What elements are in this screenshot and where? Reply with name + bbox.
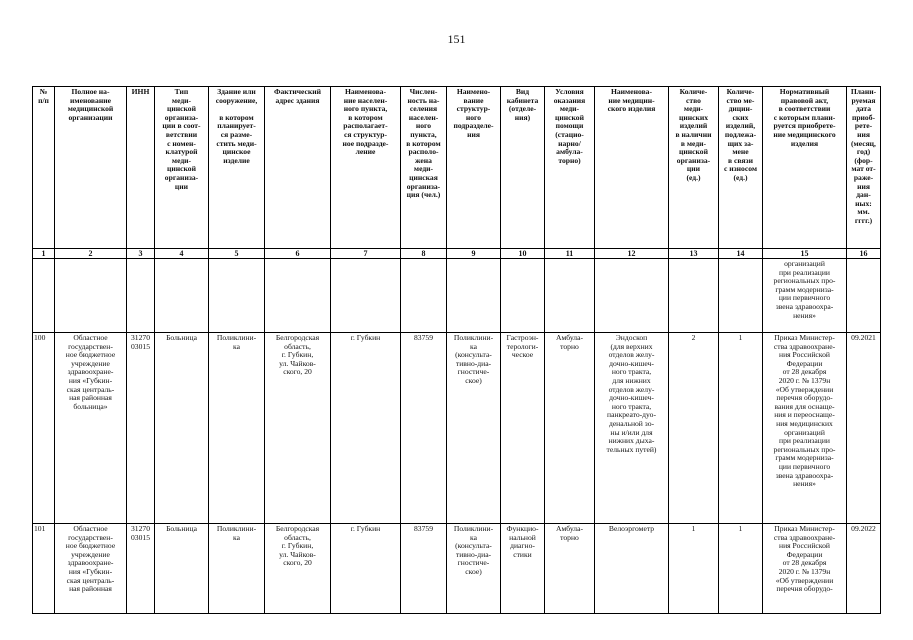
table-cell xyxy=(719,259,763,333)
column-number: 10 xyxy=(501,249,545,259)
column-number: 8 xyxy=(401,249,447,259)
column-number: 1 xyxy=(33,249,55,259)
column-number: 12 xyxy=(595,249,669,259)
header-cell: Вид кабинета (отделе- ния) xyxy=(501,87,545,249)
planned-date-cell: 09.2021 xyxy=(847,333,881,524)
device-cell: Эндоскоп (для верхних отделов желу- дочно-кишеч- ного тракта, для нижних отделов желу- дочно-кишеч- ного тракта, панкреато-дуо- денальной зо- ны и/или для нижних дыха- тельных путей) xyxy=(595,333,669,524)
header-cell: Здание или сооружение, в котором планирует- ся разме- стить меди- цинское изделие xyxy=(209,87,265,249)
page-number: 151 xyxy=(447,32,466,46)
table-cell xyxy=(669,259,719,333)
header-cell: Наименова- ние медицин- ского изделия xyxy=(595,87,669,249)
header-cell: Наименова- ние населен- ного пункта, в котором располагает- ся структур- ное подразде- ление xyxy=(331,87,401,249)
table-cell xyxy=(501,259,545,333)
legal-act-cell: Приказ Министер- ства здравоохране- ния Российской Федерации от 28 декабря 2020 г. № 1379н «Об утверждении перечня оборудо- xyxy=(763,524,847,614)
table-cell xyxy=(55,259,127,333)
org-type-cell: Больница xyxy=(155,333,209,524)
table-cell xyxy=(401,259,447,333)
settlement-cell: г. Губкин xyxy=(331,333,401,524)
column-number: 13 xyxy=(669,249,719,259)
row-number-cell: 100 xyxy=(33,333,55,524)
equipment-table xyxy=(32,86,881,614)
quantity-have-cell: 2 xyxy=(669,333,719,524)
unit-cell: Поликлини- ка (консульта- тивно-диа- гностиче- ское) xyxy=(447,524,501,614)
column-number: 11 xyxy=(545,249,595,259)
unit-cell: Поликлини- ка (консульта- тивно-диа- гностиче- ское) xyxy=(447,333,501,524)
conditions-cell: Амбула- торно xyxy=(545,524,595,614)
header-cell: Количе- ство ме- дицин- ских изделий, подлежа- щих за- мене в связи с износом (ед.) xyxy=(719,87,763,249)
header-cell: Наимено- вание структур- ного подразделе- ния xyxy=(447,87,501,249)
header-cell: Полное на- именование медицинской организации xyxy=(55,87,127,249)
cabinet-cell: Гастроэн- терологи- ческое xyxy=(501,333,545,524)
column-number-row xyxy=(33,249,881,259)
header-row xyxy=(33,87,881,249)
header-cell: Условия оказания меди- цинской помощи (стацио- нарно/ амбула- торно) xyxy=(545,87,595,249)
conditions-cell: Амбула- торно xyxy=(545,333,595,524)
device-cell: Велоэргометр xyxy=(595,524,669,614)
column-number: 3 xyxy=(127,249,155,259)
cabinet-cell: Функцио- нальной диагно- стики xyxy=(501,524,545,614)
table-cell xyxy=(33,259,55,333)
table-cell xyxy=(127,259,155,333)
inn-cell: 31270 03015 xyxy=(127,524,155,614)
table-cell xyxy=(331,259,401,333)
quantity-replace-cell: 1 xyxy=(719,333,763,524)
inn-cell: 31270 03015 xyxy=(127,333,155,524)
column-number: 4 xyxy=(155,249,209,259)
column-number: 14 xyxy=(719,249,763,259)
table-cell xyxy=(209,259,265,333)
column-number: 16 xyxy=(847,249,881,259)
header-cell: № п/п xyxy=(33,87,55,249)
table-cell xyxy=(595,259,669,333)
building-cell: Поликлини- ка xyxy=(209,333,265,524)
quantity-have-cell: 1 xyxy=(669,524,719,614)
column-number: 6 xyxy=(265,249,331,259)
continuation-act-cell: организаций при реализации региональных про- грамм модерниза- ции первичного звена здравоохра- нения» xyxy=(763,259,847,333)
population-cell: 83759 xyxy=(401,333,447,524)
header-cell: Плани- руемая дата приоб- рете- ния (месяц, год) (фор- мат от- раже- ния дан- ных: мм. гггг.) xyxy=(847,87,881,249)
header-cell: Нормативный правовой акт, в соответствии с которым плани- руется приобрете- ние медицинского изделия xyxy=(763,87,847,249)
header-cell: Числен- ность на- селения населен- ного пункта, в котором располо- жена меди- цинская организа- ция (чел.) xyxy=(401,87,447,249)
building-cell: Поликлини- ка xyxy=(209,524,265,614)
population-cell: 83759 xyxy=(401,524,447,614)
address-cell: Белгородская область, г. Губкин, ул. Чайков- ского, 20 xyxy=(265,524,331,614)
table-cell xyxy=(155,259,209,333)
table-cell xyxy=(847,259,881,333)
header-cell: Тип меди- цинской организа- ции в соот- ветствии с номен- клатурой меди- цинской организа- ции xyxy=(155,87,209,249)
legal-act-cell: Приказ Министер- ства здравоохране- ния Российской Федерации от 28 декабря 2020 г. № 1379н «Об утверждении перечня оборудо- вания для оснаще- ния и переоснаще- ния медицинских организаций при реализации региональных про- грамм модерниза- ции первичного звена здравоохра- нения» xyxy=(763,333,847,524)
planned-date-cell: 09.2022 xyxy=(847,524,881,614)
header-cell: ИНН xyxy=(127,87,155,249)
table-cell xyxy=(545,259,595,333)
quantity-replace-cell: 1 xyxy=(719,524,763,614)
column-number: 7 xyxy=(331,249,401,259)
org-type-cell: Больница xyxy=(155,524,209,614)
organization-cell: Областное государствен- ное бюджетное учреждение здравоохране- ния «Губкин- ская централь- ная районная xyxy=(55,524,127,614)
column-number: 5 xyxy=(209,249,265,259)
column-number: 2 xyxy=(55,249,127,259)
header-cell: Количе- ство меди- цинских изделий в налични в меди- цинской организа- ции (ед.) xyxy=(669,87,719,249)
header-cell: Фактический адрес здания xyxy=(265,87,331,249)
column-number: 9 xyxy=(447,249,501,259)
table-cell xyxy=(447,259,501,333)
table-row xyxy=(33,524,881,614)
address-cell: Белгородская область, г. Губкин, ул. Чайков- ского, 20 xyxy=(265,333,331,524)
table-cell xyxy=(265,259,331,333)
organization-cell: Областное государствен- ное бюджетное учреждение здравоохране- ния «Губкин- ская централь- ная районная больница» xyxy=(55,333,127,524)
continuation-row xyxy=(33,259,881,333)
settlement-cell: г. Губкин xyxy=(331,524,401,614)
row-number-cell: 101 xyxy=(33,524,55,614)
column-number: 15 xyxy=(763,249,847,259)
table-row xyxy=(33,333,881,524)
